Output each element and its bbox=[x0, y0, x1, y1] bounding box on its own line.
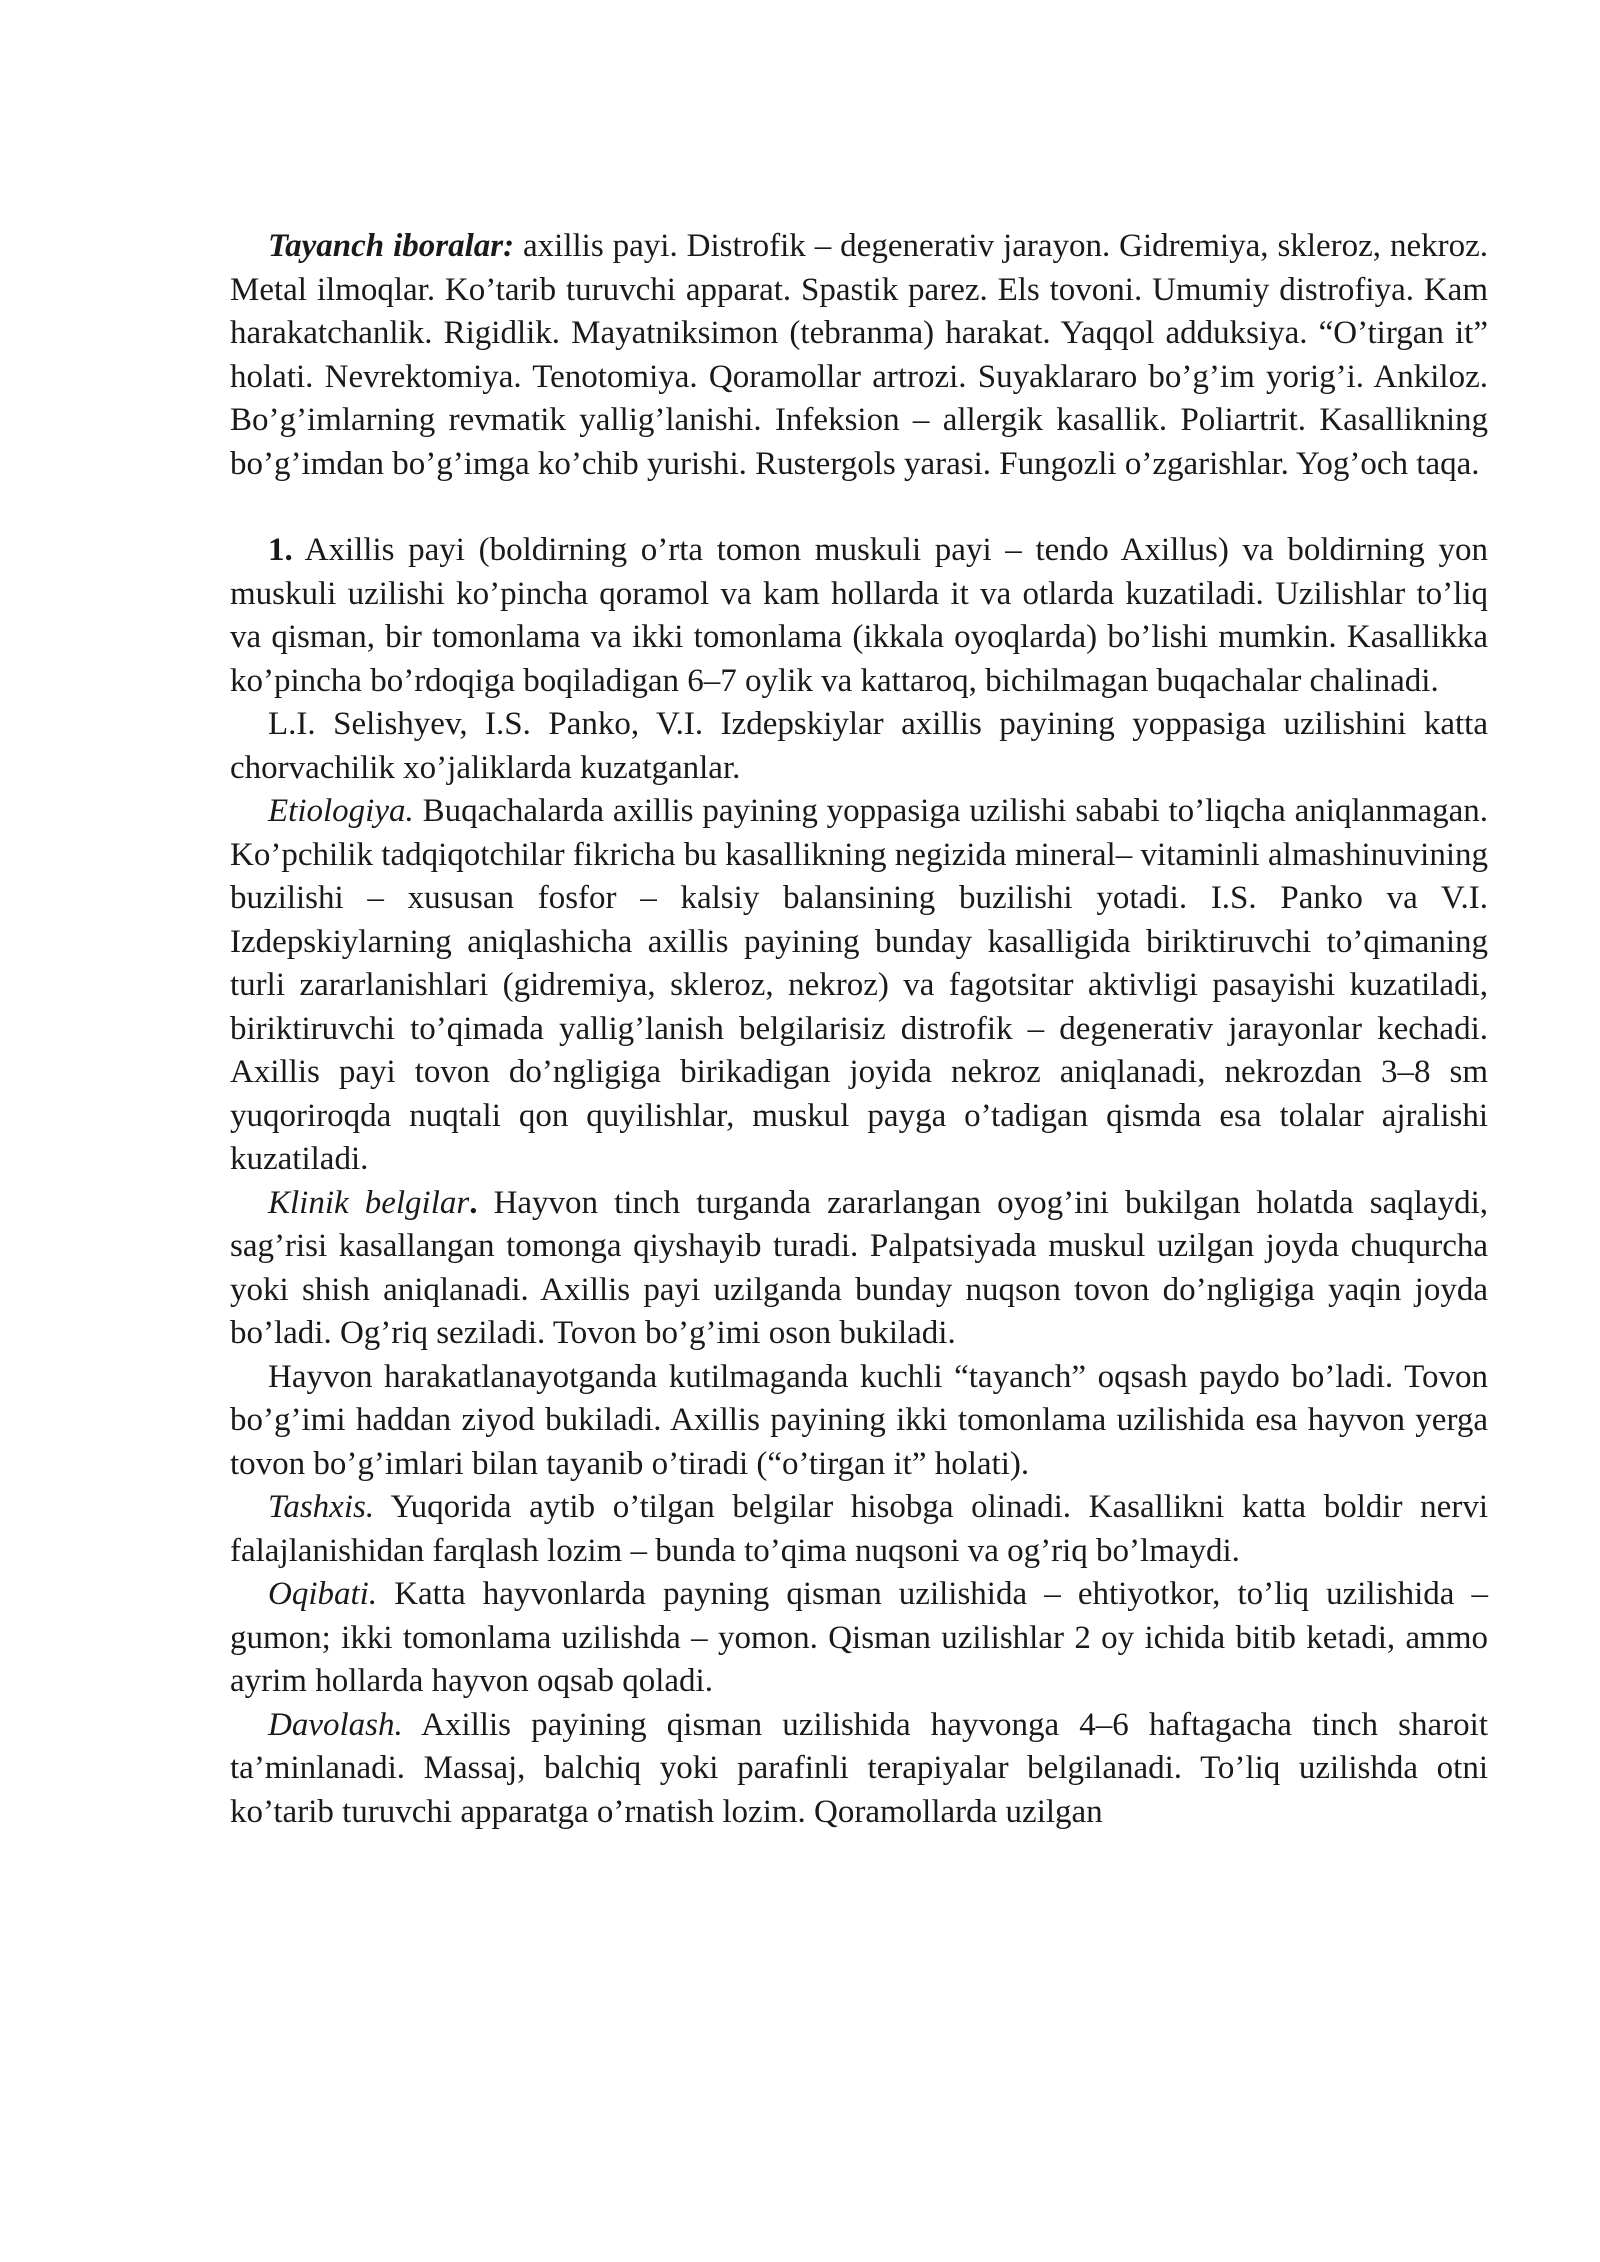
clinical-text: Hayvon tinch turganda zararlangan oyog’ini bukilgan holatda saqlaydi, sag’risi kasallangan tomonga qiyshayib turadi. Palpatsiyada muskul uzilgan joyda chuqurcha yoki shish aniqlanadi. Axillis payi uzilganda bunday nuqson tovon do’ngligiga yaqin joyda bo’ladi. Og’riq seziladi. Tovon bo’g’imi oson bukiladi. bbox=[230, 1184, 1488, 1351]
keywords-paragraph bbox=[230, 225, 1488, 486]
keywords-label: Tayanch iboralar: bbox=[268, 228, 515, 264]
diagnosis-text: Yuqorida aytib o’tilgan belgilar hisobga olinadi. Kasallikni katta boldir nervi falajlanishidan farqlash lozim – bunda to’qima nuqsoni va og’riq bo’lmaydi. bbox=[230, 1489, 1488, 1569]
authors-paragraph: L.I. Selishyev, I.S. Panko, V.I. Izdepskiylar axillis payining yoppasiga uzilishini katta chorvachilik xo’jaliklarda kuzatganlar. bbox=[230, 706, 1488, 786]
document-page bbox=[230, 225, 1488, 1834]
section-number: 1. bbox=[268, 532, 293, 568]
prognosis-text: Katta hayvonlarda payning qisman uzilishida – ehtiyotkor, to’liq uzilishida – gumon; ikki tomonlama uzilishda – yomon. Qisman uzilishlar 2 oy ichida bitib ketadi, ammo ayrim hollarda hayvon oqsab qoladi. bbox=[230, 1576, 1488, 1699]
treatment-label: Davolash. bbox=[268, 1706, 403, 1743]
prognosis-paragraph bbox=[230, 1573, 1488, 1704]
prognosis-label: Oqibati. bbox=[268, 1576, 378, 1612]
section-1-intro bbox=[230, 529, 1488, 703]
section-1-intro-text: Axillis payi (boldirning o’rta tomon muskuli payi – tendo Axillus) va boldirning yon muskuli uzilishi ko’pincha qoramol va kam hollarda it va otlarda kuzatiladi. Uzilishlar to’liq va qisman, bir tomonlama va ikki tomonlama (ikkala oyoqlarda) bo’lishi mumkin. Kasallikka ko’pincha bo’rdoqiga boqiladigan 6–7 oylik va kattaroq, bichilmagan buqachalar chalinadi. bbox=[230, 532, 1488, 699]
movement-paragraph: Hayvon harakatlanayotganda kutilmaganda kuchli “tayanch” oqsash paydo bo’ladi. Tovon bo’g’imi haddan ziyod bukiladi. Axillis payining ikki tomonlama uzilishida esa hayvon yerga tovon bo’g’imlari bilan tayanib o’tiradi (“o’tirgan it” holati). bbox=[230, 1358, 1488, 1482]
diagnosis-label: Tashxis. bbox=[268, 1489, 375, 1525]
treatment-paragraph bbox=[230, 1704, 1488, 1835]
treatment-text: Axillis payining qisman uzilishida hayvonga 4–6 haftagacha tinch sharoit ta’minlanadi. Massaj, balchiq yoki parafinli terapiyalar belgilanadi. To’liq uzilishda otni ko’tarib turuvchi apparatga o’rnatish lozim. Qoramollarda uzilgan bbox=[230, 1706, 1488, 1830]
keywords-text: axillis payi. Distrofik – degenerativ jarayon. Gidremiya, skleroz, nekroz. Metal ilmoqlar. Ko’tarib turuvchi apparat. Spastik parez. Els tovoni. Umumiy distrofiya. Kam harakatchanlik. Rigidlik. Mayatniksimon (tebranma) harakat. Yaqqol adduksiya. “O’tirgan it” holati. Nevrektomiya. Tenotomiya. Qoramollar artrozi. Suyaklararo bo’g’im yorig’i. Ankiloz. Bo’g’imlarning revmatik yallig’lanishi. Infeksion – allergik kasallik. Poliartrit. Kasallikning bo’g’imdan bo’g’imga ko’chib yurishi. Rustergols yarasi. Fungozli o’zgarishlar. Yog’och taqa. bbox=[230, 228, 1489, 482]
diagnosis-paragraph bbox=[230, 1486, 1488, 1573]
paragraph-gap bbox=[230, 486, 1488, 529]
etiology-text: Buqachalarda axillis payining yoppasiga uzilishi sababi to’liqcha aniqlanmagan. Ko’pchilik tadqiqotchilar fikricha bu kasallikning negizida mineral– vitaminli almashinuvining buzilishi – xususan fosfor – kalsiy balansining buzilishi yotadi. I.S. Panko va V.I. Izdepskiylarning aniqlashicha axillis payining bunday kasalligida biriktiruvchi to’qimaning turli zararlanishlari (gidremiya, skleroz, nekroz) va fagotsitar aktivligi pasayishi kuzatiladi, biriktiruvchi to’qimada yallig’lanish belgilarisiz distrofik – degenerativ jarayonlar kechadi. Axillis payi tovon do’ngligiga birikadigan joyida nekroz aniqlanadi, nekrozdan 3–8 sm yuqoriroqda nuqtali qon quyilishlar, muskul payga o’tadigan qismda esa tolalar ajralishi kuzatiladi. bbox=[230, 793, 1488, 1177]
clinical-label-dot: . bbox=[469, 1184, 478, 1221]
clinical-paragraph bbox=[230, 1182, 1488, 1356]
etiology-paragraph bbox=[230, 790, 1488, 1182]
etiology-label: Etiologiya. bbox=[268, 793, 414, 829]
clinical-label: Klinik belgilar bbox=[268, 1184, 470, 1221]
